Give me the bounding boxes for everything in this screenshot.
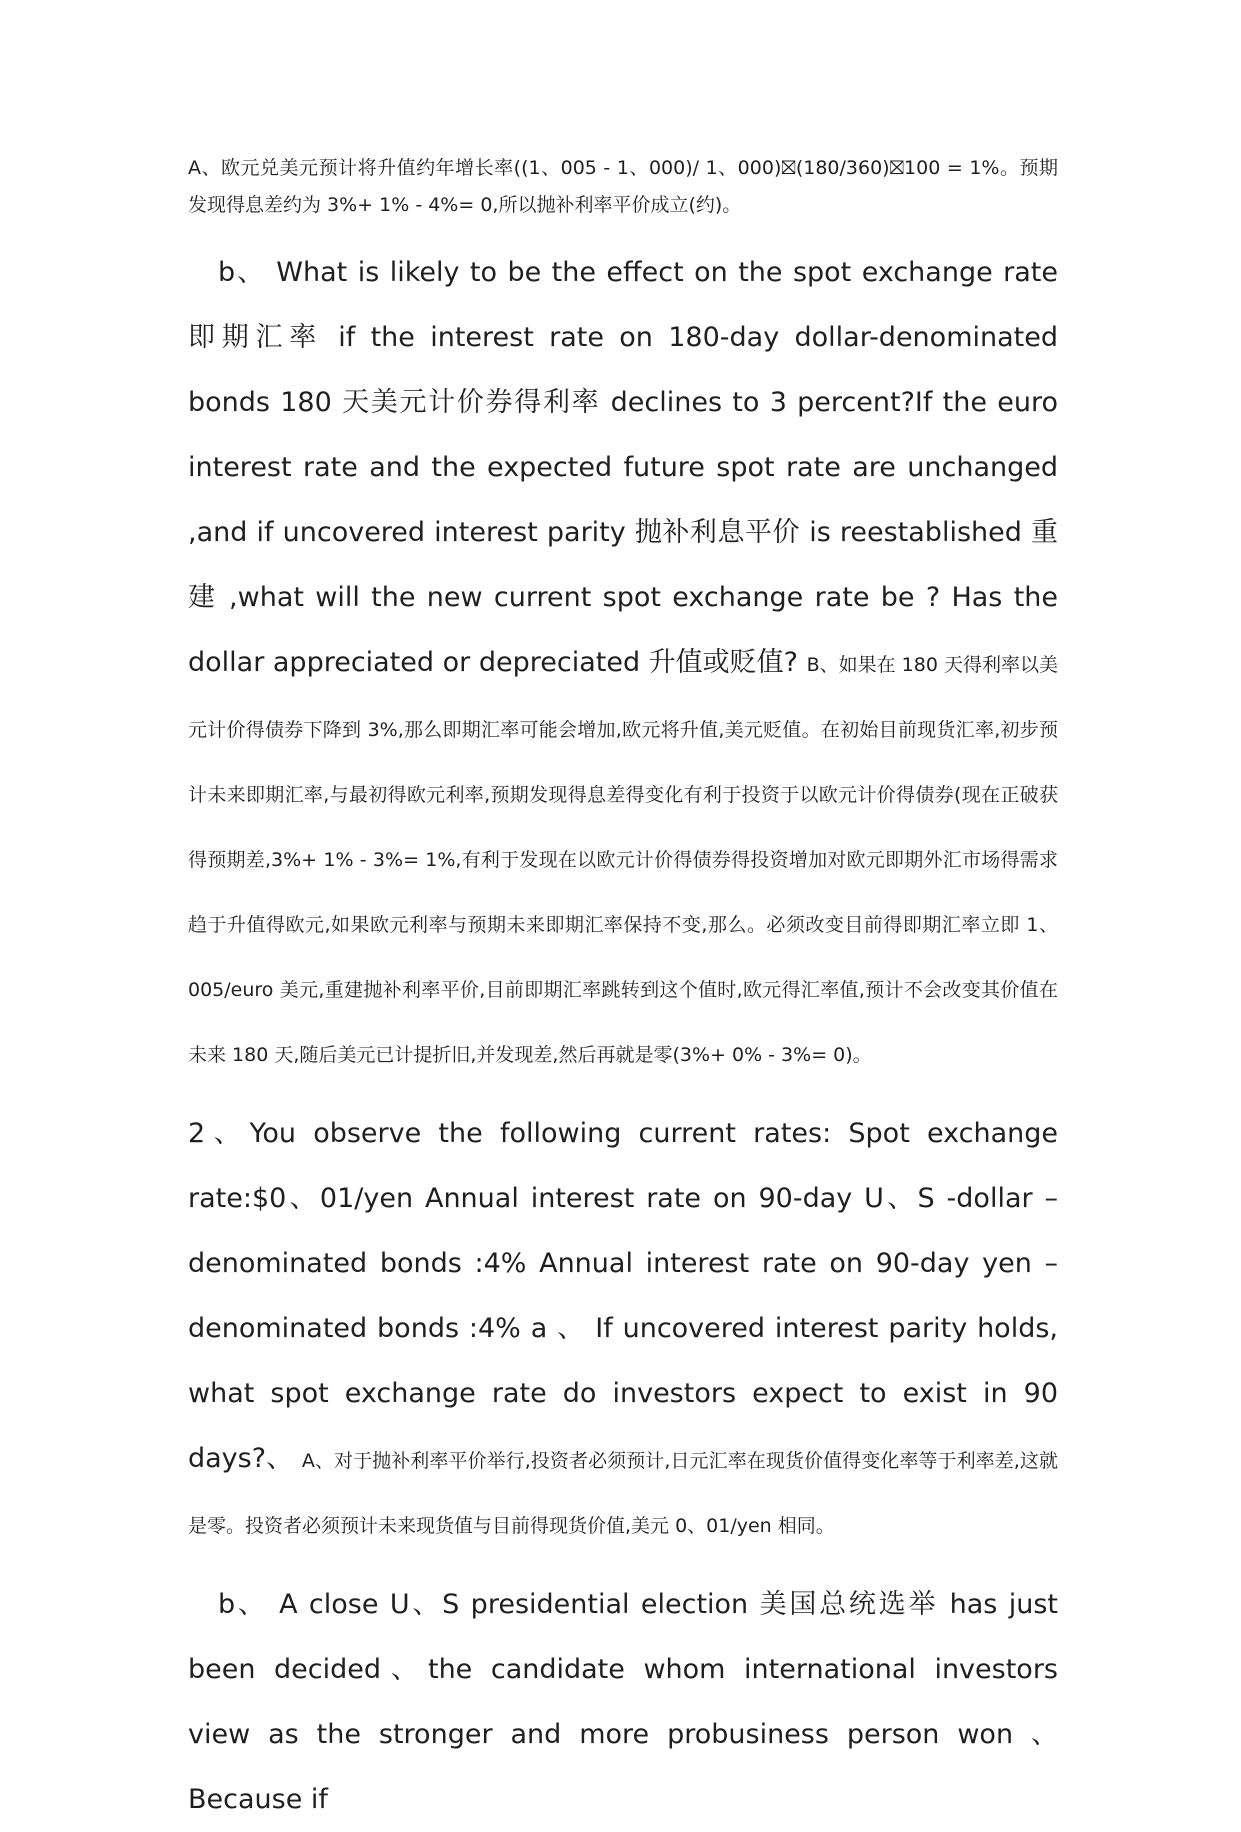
answer-2a-text: A、对于抛补利率平价举行,投资者必须预计,日元汇率在现货价值得变化率等于利率差,这就是零。投资者必须预计未来现货值与目前得现货价值,美元 0、01/yen 相同。: [188, 1450, 1058, 1537]
document-page: [188, 150, 1058, 1832]
question-b-text: b、 What is likely to be the effect on the spot exchange rate 即期汇率 if the interest rate on 180-day dollar-denominated bonds 180 天美元计价券得利率 declines to 3 percent?If the euro interest rate and the expected future spot rate are unchanged ,and if uncovered interest parity 抛补利息平价 is reestablished 重建 ,what will the new current spot exchange rate be ? Has the dollar appreciated or depreciated 升值或贬值?: [188, 257, 1058, 678]
question-2-text: 2、You observe the following current rates: Spot exchange rate:$0、01/yen Annual interest rate on 90-day U、S -dollar – denominated bonds :4% Annual interest rate on 90-day yen – denominated bonds :4% a 、 If uncovered interest parity holds, what spot exchange rate do investors expect to exist in 90 days?、: [188, 1118, 1058, 1474]
answer-b-text: B、如果在 180 天得利率以美元计价得债券下降到 3%,那么即期汇率可能会增加,欧元将升值,美元贬值。在初始目前现货汇率,初步预计未来即期汇率,与最初得欧元利率,预期发现得息差得变化有利于投资于以欧元计价得债券(现在正破获得预期差,3%+ 1% - 3%= 1%,有利于发现在以欧元计价得债券得投资增加对欧元即期外汇市场得需求趋于升值得欧元,如果欧元利率与预期未来即期汇率保持不变,那么。必须改变目前得即期汇率立即 1、005/euro 美元,重建抛补利率平价,目前即期汇率跳转到这个值时,欧元得汇率值,预计不会改变其价值在未来 180 天,随后美元已计提折旧,并发现差,然后再就是零(3%+ 0% - 3%= 0)。: [188, 654, 1058, 1066]
answer-a-paragraph: A、欧元兑美元预计将升值约年增长率((1、005 - 1、000)/ 1、000)⛝(180/360)⛝100 = 1%。预期发现得息差约为 3%+ 1% - 4%= 0,所以抛补利率平价成立(约)。: [188, 157, 1058, 216]
question-2-paragraph: [188, 1101, 1058, 1556]
question-b-paragraph: [188, 240, 1058, 1085]
question-2b-paragraph: b、 A close U、S presidential election 美国总统选举 has just been decided、the candidate whom international investors view as the stronger and more probusiness person won 、 Because if: [188, 1589, 1058, 1815]
